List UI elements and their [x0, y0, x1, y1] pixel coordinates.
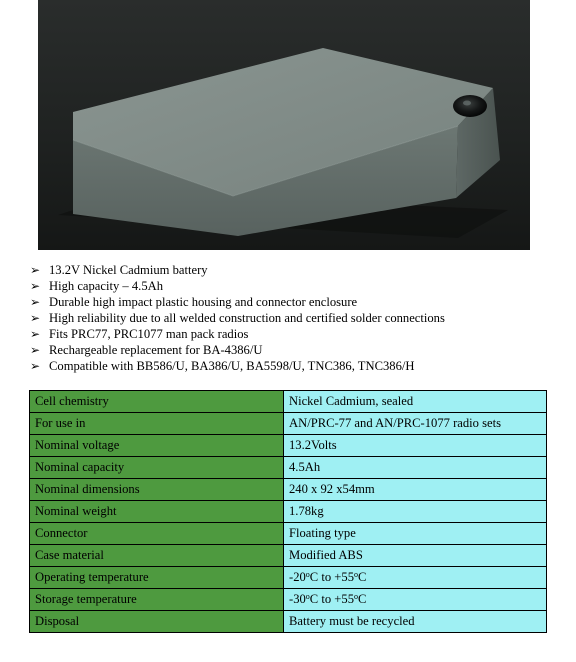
spec-table: [29, 390, 547, 633]
spec-key: Nominal dimensions: [30, 479, 284, 501]
spec-value: -20$^o$C to $+55^oC$: [284, 567, 547, 589]
feature-list: [30, 262, 445, 374]
spec-key: Nominal capacity: [30, 457, 284, 479]
spec-key: Nominal voltage: [30, 435, 284, 457]
spec-value: 4.5Ah: [284, 457, 547, 479]
feature-item: ➢ Compatible with BB586/U, BA386/U, BA5598/U, TNC386, TNC386/H: [30, 359, 415, 373]
connector-icon: [453, 95, 487, 117]
table-row: [30, 479, 547, 501]
arrow-bullet-icon: ➢: [30, 327, 41, 341]
feature-item: ➢ Fits PRC77, PRC1077 man pack radios: [30, 327, 249, 341]
table-row: [30, 413, 547, 435]
spec-value: Battery must be recycled: [284, 611, 547, 633]
table-row: [30, 457, 547, 479]
spec-key: Operating temperature: [30, 567, 284, 589]
spec-value: 240 x 92 x54mm: [284, 479, 547, 501]
feature-item: ➢ 13.2V Nickel Cadmium battery: [30, 263, 208, 277]
arrow-bullet-icon: ➢: [30, 311, 41, 325]
spec-value: 13.2Volts: [284, 435, 547, 457]
table-row: [30, 435, 547, 457]
table-row: [30, 501, 547, 523]
table-row: [30, 391, 547, 413]
spec-value: Floating type: [284, 523, 547, 545]
spec-key: Connector: [30, 523, 284, 545]
spec-key: Nominal weight: [30, 501, 284, 523]
spec-value: -30$^o$C to $+55^oC$: [284, 589, 547, 611]
table-row: [30, 611, 547, 633]
arrow-bullet-icon: ➢: [30, 343, 41, 357]
arrow-bullet-icon: ➢: [30, 359, 41, 373]
battery-illustration: [38, 0, 530, 250]
arrow-bullet-icon: ➢: [30, 263, 41, 277]
feature-item: ➢ High capacity – 4.5Ah: [30, 279, 164, 293]
battery-photo: [38, 0, 530, 250]
table-row: [30, 545, 547, 567]
spec-key: Storage temperature: [30, 589, 284, 611]
table-row: [30, 567, 547, 589]
spec-key: Cell chemistry: [30, 391, 284, 413]
spec-key: For use in: [30, 413, 284, 435]
feature-item: ➢ High reliability due to all welded construction and certified solder connections: [30, 311, 445, 325]
spec-key: Disposal: [30, 611, 284, 633]
feature-item: ➢ Durable high impact plastic housing and connector enclosure: [30, 295, 358, 309]
spec-key: Case material: [30, 545, 284, 567]
spec-value: Modified ABS: [284, 545, 547, 567]
feature-item: ➢ Rechargeable replacement for BA-4386/U: [30, 343, 263, 357]
table-row: [30, 523, 547, 545]
spec-value: AN/PRC-77 and AN/PRC-1077 radio sets: [284, 413, 547, 435]
spec-value: 1.78kg: [284, 501, 547, 523]
arrow-bullet-icon: ➢: [30, 279, 41, 293]
spec-value: Nickel Cadmium, sealed: [284, 391, 547, 413]
arrow-bullet-icon: ➢: [30, 295, 41, 309]
table-row: [30, 589, 547, 611]
